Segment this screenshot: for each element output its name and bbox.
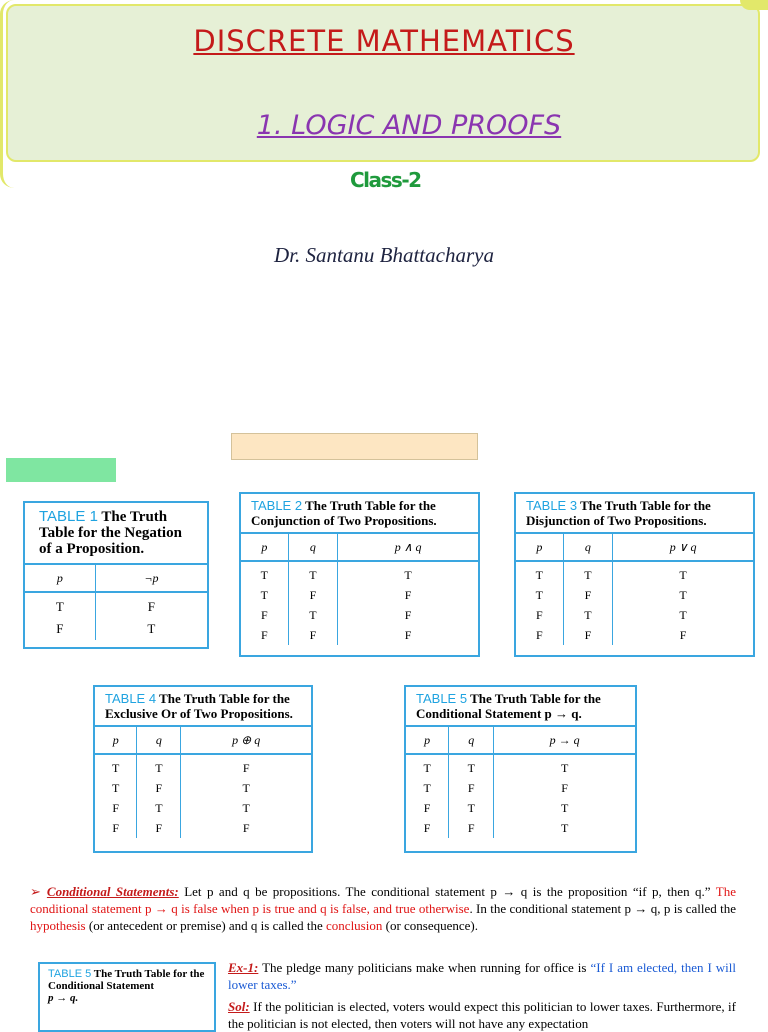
col-header: q [288,533,338,561]
col-header: p ∨ q [613,533,753,561]
col-header: ¬p [95,564,207,592]
table-row: T F [25,592,207,618]
col-header: p ∧ q [338,533,478,561]
table-row: F F F [516,625,753,645]
solution-label: Sol: [228,999,250,1014]
col-header: q [137,726,181,754]
page-title: DISCRETE MATHEMATICS [193,24,575,58]
scroll-curl-right [740,0,768,10]
table-row: T F T [95,778,311,798]
author-name: Dr. Santanu Bhattacharya [274,243,494,267]
table-caption: TABLE 5 The Truth Table for the Conditional Statement p → q. [48,968,205,1004]
truth-table-conjunction [239,492,480,657]
table-row: F T F [241,605,478,625]
table-row: T T T [406,754,635,778]
col-header: q [449,726,494,754]
table-grid [406,725,635,838]
col-header: p [241,533,288,561]
table-row: F F T [406,818,635,838]
table-caption: TABLE 4 The Truth Table for the Exclusive Or of Two Propositions. [105,691,293,721]
col-header: q [563,533,613,561]
table-row: T F F [241,585,478,605]
truth-table-conditional-small [38,962,216,1032]
table-row: T T T [516,561,753,585]
table-caption: TABLE 2 The Truth Table for the Conjunction of Two Propositions. [251,498,437,528]
table-grid [241,532,478,645]
truth-table-conditional [404,685,637,853]
col-header: p [25,564,95,592]
example-1: Ex-1: The pledge many politicians make when running for office is “If I am elected, then I will lower taxes.” [228,960,736,992]
solution-1: Sol: If the politician is elected, voters would expect this politician to lower taxes. Furthermore, if the politician is not elected, then voters will not have any expectation [228,999,736,1031]
table-row: F F F [241,625,478,645]
term-conclusion: conclusion [326,918,383,933]
arrow-bullet-icon: ➢ [30,884,41,899]
table-grid [25,563,207,640]
truth-table-exclusive-or [93,685,313,853]
chapter-subtitle: 1. LOGIC AND PROOFS [256,110,562,141]
conditional-statements-paragraph: ➢ Conditional Statements: Let p and q be propositions. The conditional statement p → q is the proposition “if p, then q.” The conditional statement p → q is false when p is true and q is false, and true otherwise. In the conditional statement p → q, p is called the hypothesis (or antecedent or premise) and q is called the conclusion (or consequence). [30,884,736,933]
col-header: p [95,726,137,754]
table-caption: TABLE 3 The Truth Table for the Disjunction of Two Propositions. [526,498,711,528]
table-caption: TABLE 5 The Truth Table for the Conditional Statement p → q. [416,691,601,721]
placeholder-bar [231,433,478,460]
example-quote: “If I am elected, then I will lower taxes.” [228,960,736,992]
table-caption: TABLE 1 The Truth Table for the Negation of a Proposition. [39,508,182,557]
truth-table-negation [23,501,209,649]
table-row: F T T [95,798,311,818]
table-row: F T T [406,798,635,818]
table-row: T F F [406,778,635,798]
table-grid [516,532,753,645]
col-header: p ⊕ q [181,726,311,754]
truth-table-disjunction [514,492,755,657]
col-header: p [406,726,449,754]
table-grid [95,725,311,838]
highlighted-definition: The conditional statement p → q is false when p is true and q is false, and true otherwise [30,884,736,916]
paragraph-heading: Conditional Statements: [46,884,179,899]
green-marker [6,458,116,482]
table-row: F T T [516,605,753,625]
table-row: F F F [95,818,311,838]
table-row: F T [25,618,207,640]
table-row: T T F [95,754,311,778]
term-hypothesis: hypothesis [30,918,86,933]
col-header: p → q [494,726,635,754]
table-row: T T T [241,561,478,585]
table-row: T F T [516,585,753,605]
example-label: Ex-1: [228,960,259,975]
col-header: p [516,533,563,561]
class-label: Class-2 [350,168,421,192]
